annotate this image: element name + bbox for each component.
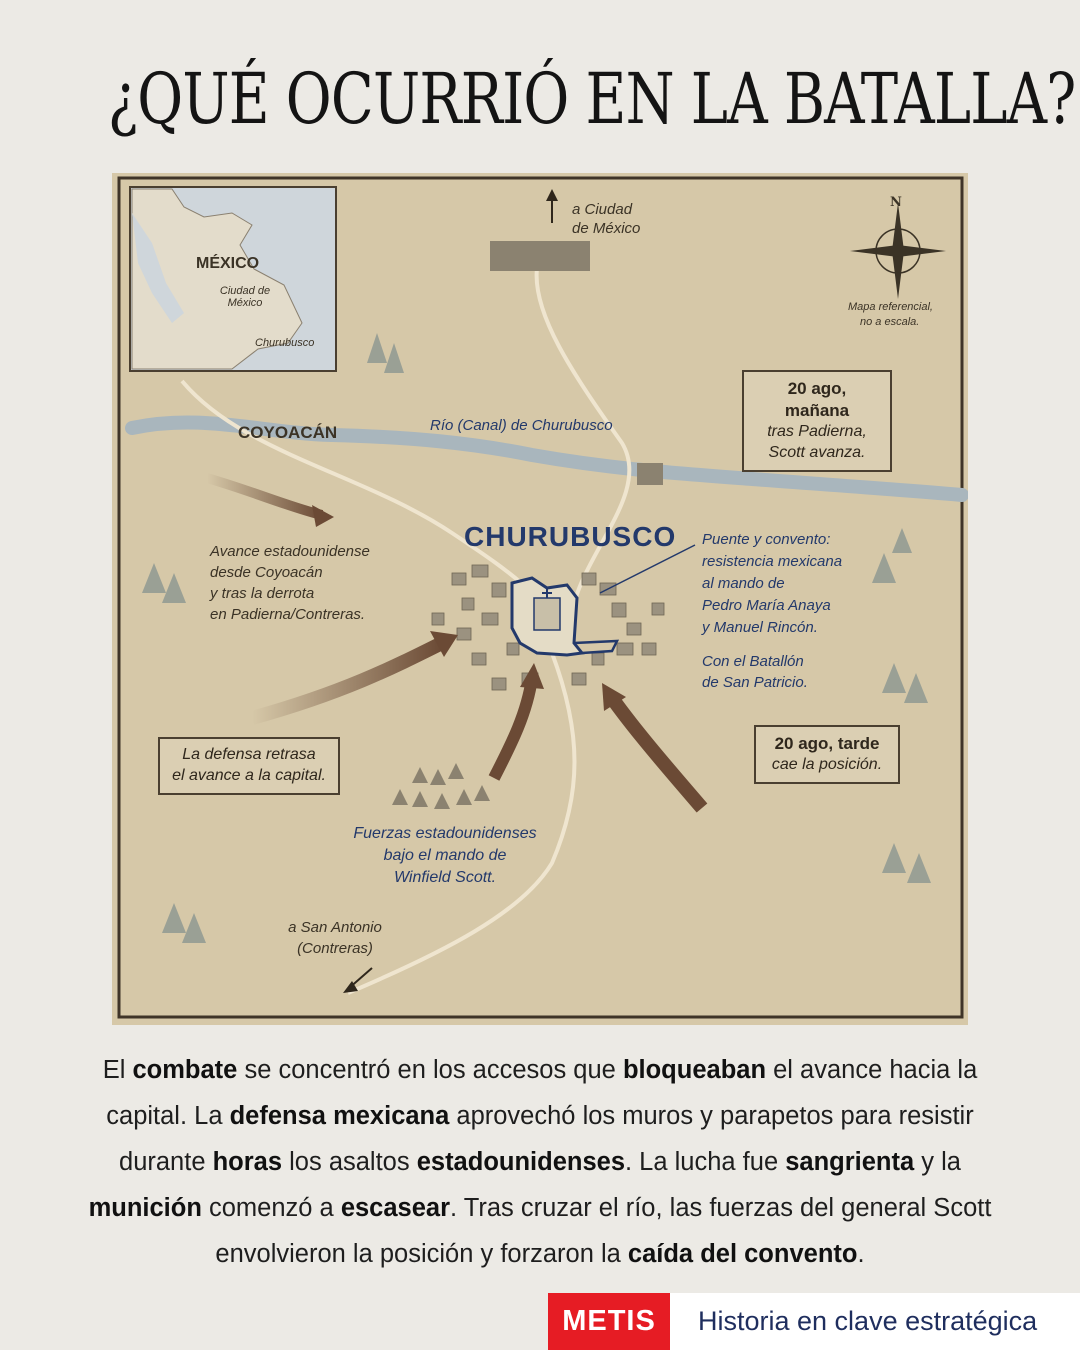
paragraph-emphasis: defensa mexicana [229,1102,450,1130]
paragraph-emphasis: horas [212,1148,283,1176]
bridge-note-line2: resistencia mexicana [702,553,843,570]
paragraph-emphasis: sangrienta [785,1148,915,1176]
to-san-antonio-line2: (Contreras) [297,940,373,957]
afternoon-box [754,725,900,784]
us-forces-line1: Fuerzas estadounidenses [353,825,537,842]
inset-country-label: MÉXICO [196,255,260,272]
coyoacan-label: COYOACÁN [238,423,338,442]
paragraph-text: . [857,1240,865,1268]
churubusco-label: CHURUBUSCO [464,521,677,552]
afternoon-date: 20 ago, tarde [774,734,880,753]
paragraph-emphasis: munición [88,1194,202,1222]
us-forces-line2: bajo el mando de [383,847,507,864]
us-advance-line3: y tras la derrota [210,585,315,602]
paragraph-text: aprovechó los muros y parapetos para resistir durante [119,1102,974,1176]
paragraph-emphasis: escasear [340,1194,451,1222]
defense-line1: La defensa retrasa [182,746,316,763]
paragraph-emphasis: caída del convento [627,1240,858,1268]
mexico-city-silhouette [490,241,590,271]
san-patricio-line1: Con el Batallón [702,653,804,670]
battle-map [112,173,968,1025]
bridge [637,463,663,485]
morning-box [742,370,892,472]
paragraph-emphasis: bloqueaban [622,1056,767,1084]
san-patricio-note [702,651,808,693]
morning-date: 20 ago, mañana [784,379,850,421]
defense-line2: el avance a la capital. [172,766,326,784]
bridge-convent-note [702,529,842,639]
us-advance-note [210,541,370,625]
to-city-line2: de México [572,220,641,237]
paragraph-text: comenzó a [201,1194,341,1222]
brand-tagline: Historia en clave estratégica [670,1293,1080,1350]
to-san-antonio-line1: a San Antonio [288,919,382,936]
san-patricio-line2: de San Patricio. [702,674,808,691]
river-label: Río (Canal) de Churubusco [430,417,613,434]
page-title: ¿QUÉ OCURRIÓ EN LA BATALLA? [108,58,1076,140]
north-label: N [890,195,902,210]
to-city-line1: a Ciudad [572,201,633,218]
paragraph-text: El [102,1056,133,1084]
paragraph-text: y la [914,1148,961,1176]
to-san-antonio-note [282,917,388,959]
scale-note-line1: Mapa referencial, [848,301,933,313]
bridge-note-line3: al mando de [702,575,785,592]
paragraph-emphasis: estadounidenses [416,1148,626,1176]
bridge-note-line4: Pedro María Anaya [702,597,831,614]
paragraph-text: . La lucha fue [625,1148,786,1176]
paragraph-text: los asaltos [282,1148,417,1176]
paragraph-text: . Tras cruzar el río, las fuerzas del general Scott envolvieron la posición y forzaron la [215,1194,992,1268]
paragraph-text: el avance hacia la capital. La [106,1056,978,1130]
scale-note-line2: no a escala. [860,316,920,328]
us-advance-line4: en Padierna/Contreras. [210,606,366,623]
bridge-note-line5: y Manuel Rincón. [702,619,818,636]
inset-site-label: Churubusco [255,337,315,349]
paragraph-text: se concentró en los accesos que [237,1056,623,1084]
summary-paragraph [70,1047,1010,1277]
morning-line2: Scott avanza. [768,443,866,461]
us-forces-note [350,823,540,889]
morning-line1: tras Padierna, [767,423,867,441]
us-forces-line3: Winfield Scott. [393,869,497,886]
inset-city-label: Ciudad de México [219,285,271,309]
us-advance-line2: desde Coyoacán [210,564,323,581]
bridge-note-line1: Puente y convento: [702,531,831,548]
afternoon-line1: cae la posición. [771,756,883,774]
defense-box [158,737,340,795]
us-advance-line1: Avance estadounidense [210,543,370,560]
brand-badge: METIS [548,1293,670,1350]
paragraph-emphasis: combate [132,1056,238,1084]
